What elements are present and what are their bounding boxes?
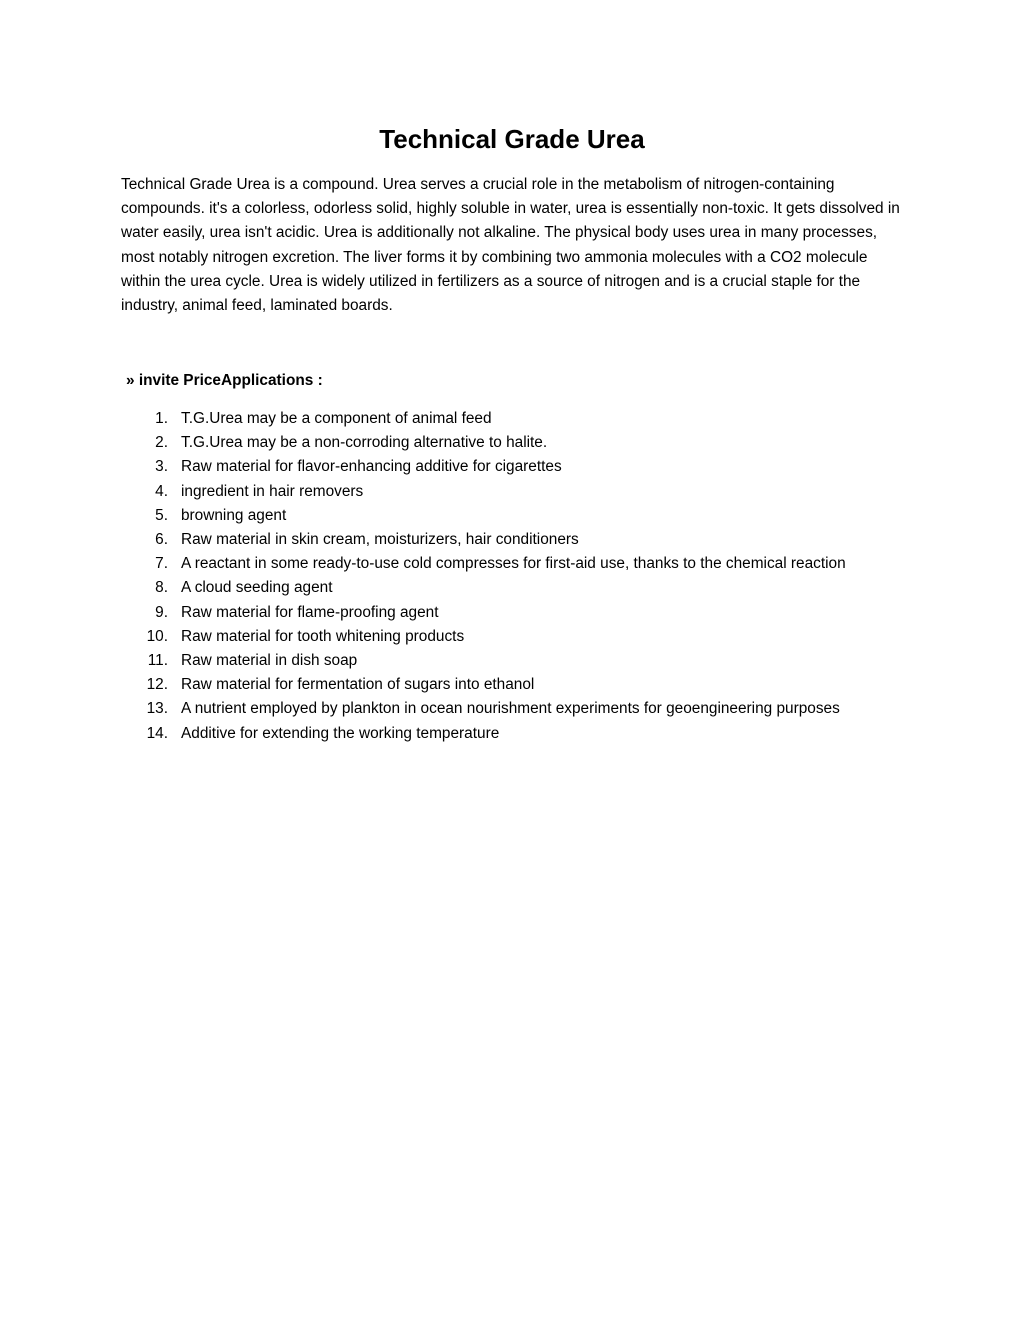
list-item-number: 8. xyxy=(155,579,168,597)
list-item xyxy=(0,697,853,721)
list-item xyxy=(0,407,853,431)
list-item-number: 1. xyxy=(155,410,168,427)
list-item-number: 11. xyxy=(147,652,168,670)
list-item-number: 2. xyxy=(155,434,168,452)
list-item xyxy=(0,480,853,504)
list-item xyxy=(0,431,853,455)
list-item-number: 10. xyxy=(146,627,168,645)
list-item-text: A cloud seeding agent xyxy=(181,579,333,597)
page-title: Technical Grade Urea xyxy=(379,124,645,154)
list-item-text: Raw material in skin cream, moisturizers, hair conditioners xyxy=(181,531,579,549)
list-item-number: 13. xyxy=(146,700,168,718)
applications-heading: » invite PriceApplications : xyxy=(126,372,323,389)
list-item xyxy=(0,455,853,479)
list-item-text: browning agent xyxy=(181,506,287,524)
list-item-text: A nutrient employed by plankton in ocean nourishment experiments for geoengineering purposes xyxy=(181,700,840,718)
list-item-text: Raw material for flame-proofing agent xyxy=(181,603,439,621)
list-item-text: Raw material for fermentation of sugars into ethanol xyxy=(181,676,535,694)
list-item-text: Raw material for tooth whitening products xyxy=(181,627,465,645)
list-item xyxy=(0,673,853,697)
list-item-number: 9. xyxy=(155,603,168,621)
list-item xyxy=(0,649,853,673)
list-item xyxy=(0,576,853,600)
list-item-number: 12. xyxy=(146,676,168,694)
list-item xyxy=(0,722,853,746)
list-item xyxy=(0,625,853,649)
intro-paragraph: Technical Grade Urea is a compound. Urea serves a crucial role in the metabolism of nitrogen-containing compounds. it's a colorless, odorless solid, highly soluble in water, urea is essentially non-toxic. It gets dissolved in water easily, urea isn't acidic. Urea is additionally not alkaline. The physical body uses urea in many processes, most notably nitrogen excretion. The liver forms it by combining two ammonia molecules with a CO2 molecule within the urea cycle. Urea is widely utilized in fertilizers as a source of nitrogen and is a crucial staple for the industry, animal feed, laminated boards. xyxy=(121,176,900,315)
list-item-text: T.G.Urea may be a non-corroding alternative to halite. xyxy=(181,434,548,452)
list-item xyxy=(0,552,853,576)
list-item-number: 14. xyxy=(146,724,168,742)
list-item-number: 3. xyxy=(155,458,168,476)
list-item-text: A reactant in some ready-to-use cold compresses for first-aid use, thanks to the chemical reaction xyxy=(181,555,846,573)
list-item-text: T.G.Urea may be a component of animal feed xyxy=(181,410,492,427)
list-item-text: Raw material in dish soap xyxy=(181,652,358,670)
list-item xyxy=(0,528,853,552)
list-item-number: 5. xyxy=(155,506,168,524)
list-item-number: 4. xyxy=(155,482,168,500)
list-item-number: 7. xyxy=(155,555,168,573)
list-item xyxy=(0,504,853,528)
list-item-text: ingredient in hair removers xyxy=(181,482,364,500)
applications-list xyxy=(0,407,1024,746)
list-item xyxy=(0,601,853,625)
list-item-text: Raw material for flavor-enhancing additive for cigarettes xyxy=(181,458,562,476)
list-item-number: 6. xyxy=(155,531,168,549)
list-item-text: Additive for extending the working temperature xyxy=(181,724,500,742)
